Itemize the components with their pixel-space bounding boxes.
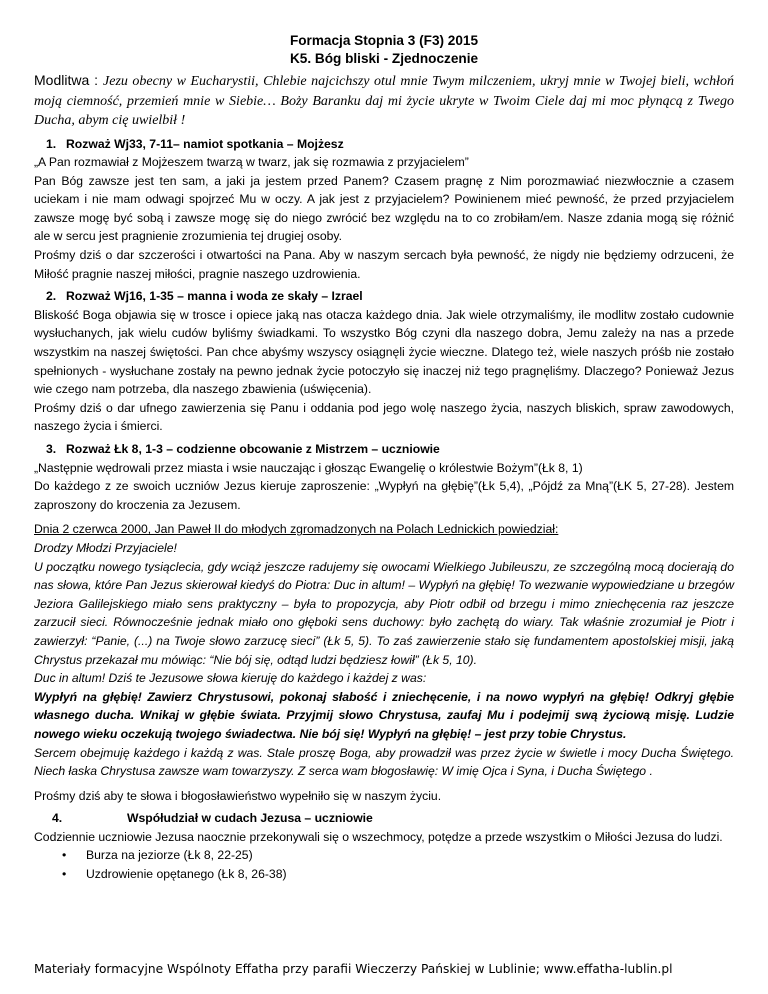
section-4-paragraph: Codziennie uczniowie Jezusa naocznie przekonywali się o wszechmocy, potędze a przede wszystkim o Miłości Jezusa do ludzi. — [34, 829, 723, 844]
section-title: Rozważ Wj16, 1-35 – manna i woda ze skały – Izrael — [66, 289, 363, 304]
section-3-paragraph: Do każdego z ze swoich uczniów Jezus kieruje zaproszenie: „Wypłyń na głębię”(Łk 5,4), „Pójdź za Mną”(ŁK 5, 27-28). Jestem zaproszony do kroczenia za Jezusem. — [34, 479, 734, 512]
list-item: • Uzdrowienie opętanego (Łk 8, 26-38) — [86, 865, 734, 884]
section-3-heading — [34, 440, 734, 459]
prayer-text: Jezu obecny w Eucharystii, Chlebie najcichszy otul mnie Twym milczeniem, ukryj mnie w Twojej bieli, wchłoń moją ciemność, przemień mnie w Siebie… Boży Baranku daj mi życie ukryte w Twoim Ciele daj mi moc płynącą z Twego Ducha, abym cię uwielbił ! — [34, 74, 735, 128]
miracles-list — [34, 846, 734, 883]
section-1-paragraph: Prośmy dziś o dar szczerości i otwartości na Pana. Aby w naszym sercach była pewność, że nigdy nie będziemy odrzuceni, że Miłość pragnie naszej miłości, pragnie naszego uzdrowienia. — [34, 248, 734, 281]
document-page — [34, 32, 734, 884]
page-footer: Materiały formacyjne Wspólnoty Effatha przy parafii Wieczerzy Pańskiej w Lublinie; www.effatha-lublin.pl — [34, 962, 673, 976]
section-number: 1. — [46, 136, 57, 151]
section-3-paragraph: „Następnie wędrowali przez miasta i wsie nauczając i głosząc Ewangelię o królestwie Bożym”(Łk 8, 1) — [34, 460, 583, 475]
quote-line: Duc in altum! Dziś te Jezusowe słowa kieruję do każdego i każdej z was: — [34, 671, 427, 686]
list-item: • Burza na jeziorze (Łk 8, 22-25) — [86, 846, 734, 865]
section-4-heading — [34, 809, 734, 828]
quote-ending: Sercem obejmuję każdego i każdą z was. Stale proszę Boga, aby prowadził was przez życie w świetle i mocy Ducha Świętego. Niech łaska Chrystusa zawsze wam towarzyszy. Z serca wam błogosławię: W imię Ojca i Syna, i Ducha Świętego . — [34, 745, 734, 779]
section-2-paragraph: Bliskość Boga objawia się w trosce i opiece jaką nas otacza każdego dnia. Jak wiele otrzymaliśmy, ile modlitw zostało cudownie wysłuchanych, jak wielu cudów byliśmy świadkami. To wszystko Bóg czyni dla naszego dobra, Jemu zależy na nas a przede wszystkim na naszej świętości. Pan chce abyśmy wszyscy osiągnęli życie wieczne. Dlatego też, wiele naszych próśb nie zostało spełnionych - wysłuchane zostały na pewno jednak życie potoczyło się inaczej niż tego pragnęliśmy. Dlaczego? Ponieważ Jezus wie czego nam potrzeba, dla naszego zbawienia (uświęcenia). — [34, 307, 734, 397]
section-number: 2. — [46, 289, 57, 304]
section-title: Rozważ Wj33, 7-11– namiot spotkania – Mojżesz — [66, 136, 344, 151]
document-subtitle: K5. Bóg bliski - Zjednoczenie — [289, 50, 479, 66]
prayer-separator: : — [89, 72, 104, 88]
section-1-paragraph: Pan Bóg zawsze jest ten sam, a jaki ja jestem przed Panem? Czasem pragnę z Nim porozmawiać niezwłocznie a czasem uciekam i nie mam odwagi spojrzeć Mu w oczy. A jak jest z przyjacielem? Powinienem mieć pewność, że przed przyjacielem zawsze mogę być sobą i zawsze mogę się do niego zwrócić bez względu na to co zrobiłam/em. Nasze zdania mogą się różnić ale w sercu jest pragnienie zrozumienia tej drugiej osoby. — [34, 173, 734, 244]
section-1-paragraph: „A Pan rozmawiał z Mojżeszem twarzą w twarz, jak się rozmawia z przyjacielem” — [34, 155, 469, 170]
section-1-heading — [34, 135, 734, 154]
section-number: 3. — [46, 442, 57, 456]
section-number: 4. — [52, 811, 63, 826]
quote-intro: Dnia 2 czerwca 2000, Jan Paweł II do młodych zgromadzonych na Polach Lednickich powiedział: — [34, 522, 559, 537]
quote-body: U początku nowego tysiąclecia, gdy wciąż jeszcze radujemy się owocami Wielkiego Jubileuszu, ze szczególną mocą docierają do nas słowa, które Pan Jezus skierował kiedyś do Piotra: Duc in altum! – Wypłyń na głębię! To wezwanie wypowiedziane u brzegów Jeziora Galilejskiego miało sens praktyczny – była to propozycja, aby Piotr odbił od brzegu i mimo zniechęcenia raz jeszcze zarzucił sieci. Równocześnie jednak miało ono głęboki sens duchowy: było zachętą do wiary. Tak właśnie zrozumiał je Piotr i zawierzył: “Panie, (...) na Twoje słowo zarzucę sieci” (Łk 5, 5). To zaś zawierzenie stało się fundamentem apostolskiej misji, jaką Chrystus przekazał mu mówiąc: “Nie bój się, odtąd ludzi będziesz łowił” (Łk 5, 10). — [34, 559, 734, 667]
section-2-heading — [34, 287, 734, 306]
quote-bold: Wypłyń na głębię! Zawierz Chrystusowi, pokonaj słabość i zniechęcenie, i na nowo wypłyń na głębię! Odkryj głębie własnego ducha. Wnikaj w głębie świata. Przyjmij słowo Chrystusa, zaufaj Mu i podejmij swą życiową misję. Ludzie nowego wieku oczekują twojego świadectwa. Nie bój się! Wypłyń na głębię! – jest przy tobie Chrystus. — [34, 689, 734, 741]
prayer-label: Modlitwa — [34, 72, 90, 88]
section-title: Rozważ Łk 8, 1-3 – codzienne obcowanie z Mistrzem – uczniowie — [66, 442, 440, 456]
quote-greeting: Drodzy Młodzi Przyjaciele! — [34, 540, 177, 555]
document-title: Formacja Stopnia 3 (F3) 2015 — [289, 33, 479, 48]
section-title: Współudział w cudach Jezusa – uczniowie — [127, 811, 373, 826]
section-2-paragraph: Prośmy dziś o dar ufnego zawierzenia się Panu i oddania pod jego wolę naszego życia, naszych bliskich, spraw zawodowych, naszego życia i śmierci. — [34, 400, 734, 434]
closing-prayer: Prośmy dziś aby te słowa i błogosławieństwo wypełniło się w naszym życiu. — [34, 788, 442, 803]
opening-prayer — [34, 71, 734, 131]
